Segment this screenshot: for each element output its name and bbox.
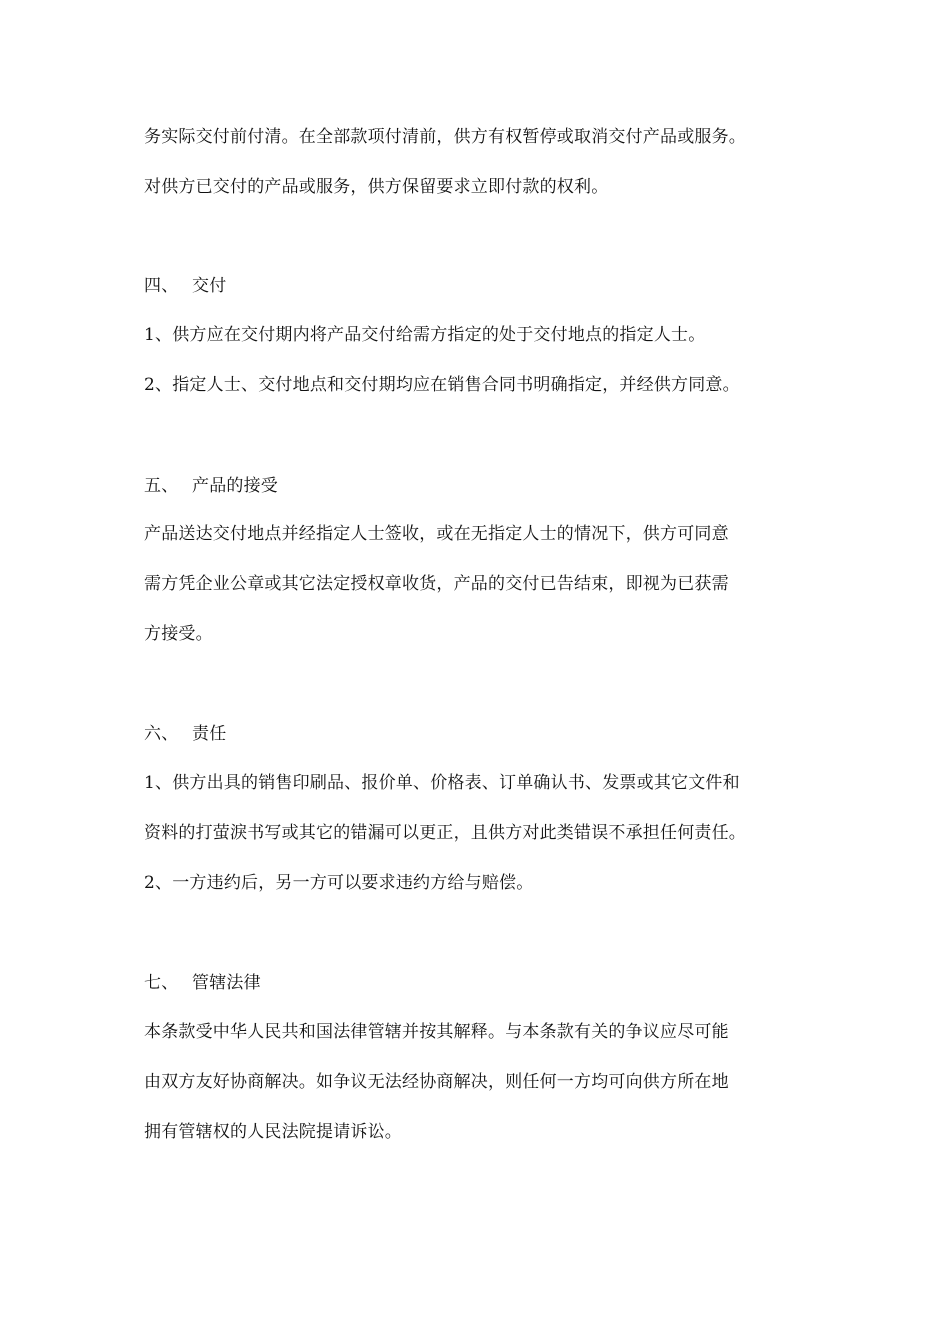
section-5-line-1: 产品送达交付地点并经指定人士签收，或在无指定人士的情况下，供方可同意 — [144, 524, 729, 544]
section-4-heading — [144, 274, 226, 298]
section-6-line-3: 2、一方违约后，另一方可以要求违约方给与赔偿。 — [144, 873, 534, 893]
section-6-heading — [144, 722, 226, 746]
section-4-paragraph-2: 2、指定人士、交付地点和交付期均应在销售合同书明确指定，并经供方同意。 — [144, 375, 740, 395]
section-4-number: 四、 — [144, 276, 179, 296]
section-6-number: 六、 — [144, 724, 179, 744]
section-6-title: 责任 — [192, 724, 227, 744]
section-7-line-3: 拥有管辖权的人民法院提请诉讼。 — [144, 1122, 402, 1142]
section-6-line-2: 资料的打萤淚书写或其它的错漏可以更正，且供方对此类错误不承担任何责任。 — [144, 823, 746, 843]
section-4-title: 交付 — [192, 276, 227, 296]
intro-line-1: 务实际交付前付清。在全部款项付清前，供方有权暂停或取消交付产品或服务。 — [144, 127, 746, 147]
section-6-line-1: 1、供方出具的销售印刷品、报价单、价格表、订单确认书、发票或其它文件和 — [144, 773, 740, 793]
section-7-number: 七、 — [144, 973, 179, 993]
section-7-title: 管辖法律 — [192, 973, 261, 993]
section-7-line-2: 由双方友好协商解决。如争议无法经协商解决，则任何一方均可向供方所在地 — [144, 1072, 729, 1092]
section-5-number: 五、 — [144, 476, 179, 496]
section-7-line-1: 本条款受中华人民共和国法律管辖并按其解释。与本条款有关的争议应尽可能 — [144, 1022, 729, 1042]
section-5-line-3: 方接受。 — [144, 624, 213, 644]
section-7-heading — [144, 971, 261, 995]
section-4-paragraph-1: 1、供方应在交付期内将产品交付给需方指定的处于交付地点的指定人士。 — [144, 325, 706, 345]
section-5-title: 产品的接受 — [192, 476, 278, 496]
section-5-line-2: 需方凭企业公章或其它法定授权章收货，产品的交付已告结束，即视为已获需 — [144, 574, 729, 594]
section-5-heading — [144, 474, 278, 498]
intro-line-2: 对供方已交付的产品或服务，供方保留要求立即付款的权利。 — [144, 177, 609, 197]
